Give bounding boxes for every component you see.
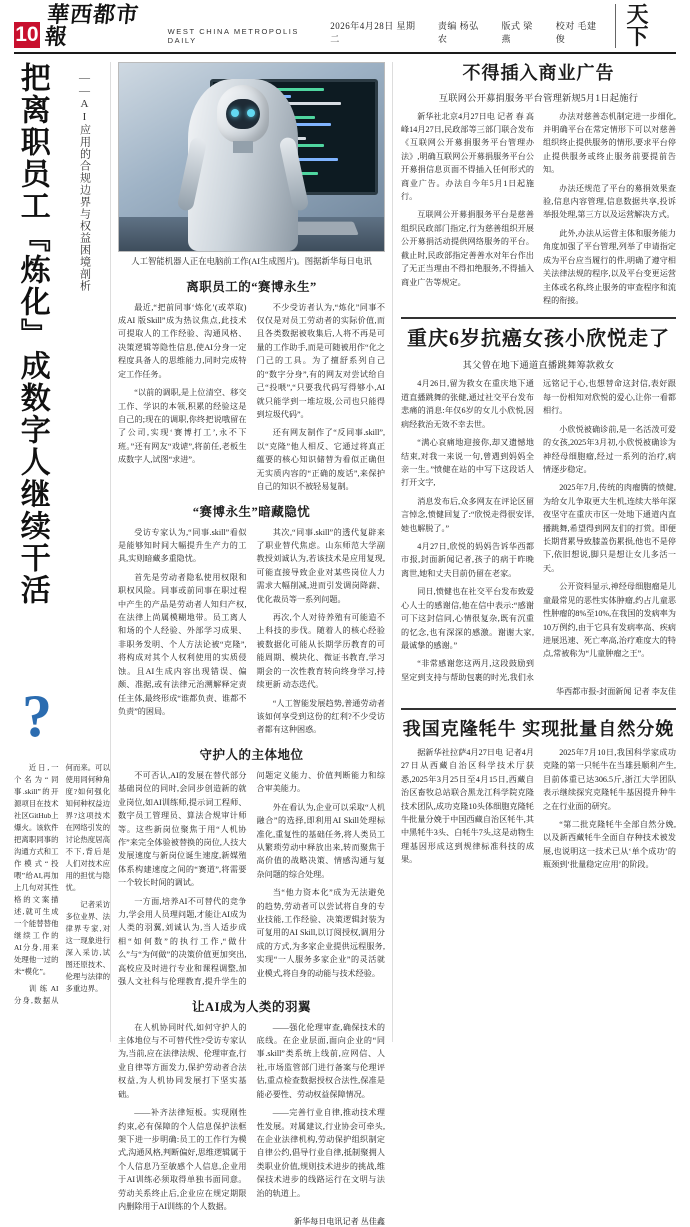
paragraph: ——补齐法律短板。实现刚性约束,必有保障的个人信息保护法框架下进一步明确:员工的工作行为模式,沟通风格,判断偏好,思维逻辑属于个人信息乃至敏感个人信息,企业用于AI训练必须取得单独书面同意。劳动关系终止后,企业应在规定期限内删除用于AI训练的个人数据。 xyxy=(118,1108,247,1212)
lead-body-part-1 xyxy=(118,301,385,494)
robot-eye-left xyxy=(231,109,239,117)
photo-caption: 人工智能机器人正在电脑前工作(AI生成图片)。图据新华每日电讯 xyxy=(131,257,372,266)
lead-headline: 把离职员工『炼化』成数字人继续干活 xyxy=(15,62,49,606)
paper-name-english: WEST CHINA METROPOLIS DAILY xyxy=(167,27,300,45)
story-body-1 xyxy=(401,377,676,684)
paragraph: ——强化伦理审查,确保技术的底线。在企业层面,面向企业的“同事.skill”类系统上线前,应网信、人社,市场监管部门进行备案与伦理评估,重点检查数据授权合法性,保准是能必要性、劳动权益保障情况。 xyxy=(256,1022,385,1099)
story-body-2 xyxy=(401,746,676,874)
robot-eye-right xyxy=(247,109,255,117)
paragraph: “以前的调职,是上位清空、移交工作、学识的本领,积累的经验这是自己的;现在的调职,你终把说哦留在了公司,实现‘赛博打工’,永不下班。”还有网友“戏谑”,将前任,老板生成数字人,试图“求进”。 xyxy=(118,388,247,465)
lead-shoulder-line: ——AI应用的合规边界与权益困境剖析 xyxy=(78,72,91,292)
paragraph: 记者采访多位业界、法律界专家,对这一现象进行深入采访,试图还原技术、伦理与法律的多重边界。 xyxy=(65,899,110,993)
paragraph: 其次,“同事.skill”的透代复辟来了职业替代焦虑。山东师范大学副教授刘诚认为,若该技术是应用复现,可能直接导致企业对某些岗位人力需求大幅削减,进而引发调岗降薪、优化裁员等一系列问题。 xyxy=(256,527,385,604)
lead-byline: 新华每日电讯记者 丛佳鑫 xyxy=(293,1216,385,1226)
paragraph: 一方面,培养AI不可替代的竞争力,学会用人员理问题,才能让AI成为人类的羽翼,刘诚认为,当人适步成相“如何数”的执行工作,“做什么”与“为何做”的决策价值更加突出,高校应及时进行专业和课程调整,加强人文社科与伦理教育,提升学生的问题定义能力、价值判断能力和综合审美能力。 xyxy=(118,770,385,987)
lead-headline-column xyxy=(14,62,110,1042)
paragraph: 同日,愤健也在社交平台发布致爱心人士的感谢信,他在信中表示:“感谢可下这封信同,心情很复杂,既有沉重的忆念,也有深深的感激。谢谢大家,最诚挚的感谢。” xyxy=(401,587,534,650)
paragraph: 训练AI分身,数据从何而来。可以使用同何种角度?如何强化知何种权益边界?这项技术在网络引发的讨论热度居高不下,背后是人们对技术应用的担忧与隐忧。 xyxy=(14,763,110,1005)
paragraph: 不少受访者认为,“炼化”同事不仅仅是对员工劳动者的实际价值,而且各类数据被收集后,人将不再是可量的工作助手,而是可随被用作“化之门己的工具。为了擅舒系列自己的“数字分身”,有的网友对尝试给自己“投喂”,“只要我代码写得够小,AI就只能学到一堆垃圾,公司也只能得到垃圾代码”。 xyxy=(256,302,385,419)
masthead xyxy=(14,2,676,54)
masthead-meta xyxy=(330,19,605,48)
editor-credit: 责编 杨弘农 xyxy=(437,21,479,44)
divider-1 xyxy=(401,317,676,319)
lead-body-part-2 xyxy=(118,526,385,737)
paragraph: ——完善行业自律,推动技术理性发展。对属建议,行业协会可牵头,在企业法律机构,劳动保护组织制定自律公约,倡导行业自律,抵制聚拥人类职业价值,规则技术进步的挑战,维保技术进步的线路运行在文明与法治的轨道上。 xyxy=(256,1108,385,1198)
lead-subheading-3: 守护人的主体地位 xyxy=(199,747,304,762)
robot-head xyxy=(217,85,269,143)
divider-2 xyxy=(401,708,676,710)
paragraph: 4月26日,留为救女在重庆地下通道直播跳舞的张健,通过社交平台发布悲痛的消息:年仅6岁的女儿小欣悦,因病经救治无效不幸去世。 xyxy=(401,379,534,429)
lead-subheading-1: 离职员工的“赛博永生” xyxy=(186,279,317,294)
paragraph: 首先是劳动者隐私使用权限和职权风险。同事或前同事在职过程中产生的产品是劳动者人知归产权,在法律上尚属模糊地带。员工离人和场的个人经验、外部学习成果、非职务发明、个人方法论被“克隆”,将构成对其个人权利使用的实质侵蚀。且AI生成内容出现错误、偏颇、准据,或有法律元治溯解释定责任主体,最终形成“谁都负责、谁都不负责”的困局。 xyxy=(118,572,247,716)
paragraph: 最近,“把前同事‘炼化’(或萃取)成AI 版Skill”成为热议焦点,此技术可提取人的工作经验、沟通风格、决策逻辑等隐性信息,使AI分身一定程度具备人的思维能力,同时完成特定工作任务。 xyxy=(118,302,247,379)
lead-body-part-3 xyxy=(118,769,385,989)
paragraph: 此外,办法从运营主体和服务能力角度加强了平台管理,列举了申请指定成为平台应当履行的件,明确了遵守相关法律法规的程序,以及平台变更运营主体或名称,终止服务的审查程序和流程的衔接。 xyxy=(543,228,676,305)
robot-face xyxy=(226,99,260,129)
paragraph: 据新华社拉萨4月27日电 记者4月27日从西藏自治区科学技术厅获悉,2025年3月25日至4月15日,西藏自治区畜牧总站联合黑龙江科学院克隆技术团队,成功克隆10头体细胞克隆牦牛批量分娩于中国西藏自治区牦牛,其中黑牦牛3头、白牦牛7头,这是动物生理基因形成这到规律标准科技的成果。 xyxy=(401,747,534,865)
lead-photo xyxy=(118,62,385,252)
paragraph: 再次,个人对待养殖有可能造不上科技的步伐。随着人的核心经验被数据化可能从长期学历教育的可能周期、模块化、微证书教育,学习期会的一次性教育转向终身学习,持续更新 动态迭代。 xyxy=(256,613,385,690)
question-mark-graphic: ? xyxy=(22,683,52,749)
story-ads xyxy=(401,62,676,307)
lead-photo-wrap xyxy=(118,62,385,269)
paragraph: 消息发布后,众多网友在评论区留言悼念,愤健回复了:“欣悦走得很安详,她也解脱了。” xyxy=(401,496,534,533)
paragraph: 在人机协同时代,如何守护人的主体地位与不可替代性?受访专家认为,当前,应在法律法规、伦理审查,行业自律等方面发力,保护劳动者合法权益,为人机协同发展打下坚实基础。 xyxy=(118,1022,247,1099)
paragraph: 当“他力资本化”成为无法避免的趋势,劳动者可以尝试将自身的专业技能,工作经验、决策逻辑封装为可复用的AI Skill,以订阅授权,调用分成的方式,为多家企业提供远程服务,实现“一人服务多家企业”的灵活就业模式,将自身的动能与技术经验。 xyxy=(256,888,385,978)
story-credit: 华西都市报-封面新闻 记者 李友佳 xyxy=(555,687,676,697)
story-headline: 我国克隆牦牛 实现批量自然分娩 xyxy=(402,719,675,740)
lead-intro-text xyxy=(14,762,110,1007)
page-number: 10 xyxy=(15,23,39,46)
paragraph: 公开资料显示,神经母细胞瘤是儿童最常见的恶性实体肿瘤,约占儿童恶性肿瘤的8%至10%,在我国的发病率为10万例约,由于它具有发病率高、疾病进展迅速、死亡率高,治疗难度大的特点,常被称为“儿童肿瘤之王”。 xyxy=(543,582,676,659)
secondary-stories-column xyxy=(392,62,676,1042)
paragraph: “人工智能发展趋势,普通劳动者该如何享受到这份的红利?不少受访者都有这种困惑。 xyxy=(256,698,385,735)
proofreader-credit: 校对 毛建俊 xyxy=(555,21,597,44)
paragraph: 2025年7月10日,我国科学家成功克隆的第一只牦牛在当雄县顺利产生,目前体重已达306.5斤,浙江大学团队表示继续探究克隆牦牛基因提升种牛之在行业面的研究。 xyxy=(543,747,676,811)
story-subheadline: 互联网公开募捐服务平台管理新规5月1日起施行 xyxy=(438,92,639,103)
lead-subheading-2: “赛博永生”暗藏隐忧 xyxy=(192,504,311,519)
paragraph: 小欣悦被确诊前,是一名活泼可爱的女孩,2025年3月初,小欣悦被确诊为神经母细胞瘤,经过一系列的治疗,病情逐步稳定。 xyxy=(543,424,676,474)
paragraph: “满心哀痛地迎接你,却又遗憾地结束,对我一来说一句,曾遇到妈妈全亲一生。”愤健在站的中写下这段话人打开文字, xyxy=(401,438,534,488)
paragraph: 受访专家认为,“同事.skill”看似是能够知时间大幅提升生产力的工具,实则暗藏多重隐忧。 xyxy=(118,527,247,564)
paragraph: 新华社北京4月27日电 记者 春 高峰14月27日,民政部等三部门联合发布《互联网公开募捐服务平台管理办法》,明确互联网公开募捐服务平台公开募捐信息页面不得插入任何形式的商业广告。办法自今年5月1日起施行。 xyxy=(401,111,534,202)
paragraph: 办法还规范了平台的募捐效果查验,信息内容管理,信息数据共享,投诉举报处理,第三方以及运营解决方式。 xyxy=(543,183,676,220)
lead-article-column xyxy=(110,62,392,1226)
story-headline: 不得插入商业广告 xyxy=(462,63,615,83)
robot-neck xyxy=(233,141,253,153)
publication-date: 2026年4月28日 星期二 xyxy=(330,21,416,44)
paragraph: “非常感谢您这两月,这段鼓励到坚定到支持与帮助包裹的时光,我们永远铭记于心,也想替命这封信,表好跟每一份相知对欣悦的爱心,让你一看都相行。 xyxy=(401,379,676,682)
layout-credit: 版式 梁燕 xyxy=(501,21,533,44)
robot-illustration xyxy=(188,79,298,251)
paragraph: “第二批克隆牦牛全部自然分娩,以及新西藏牦牛全面自存种技术被发展,也说明这一技术已从‘单个成功’的瓶颈到‘批量稳定应用’的阶段。 xyxy=(543,820,676,870)
paragraph: 互联网公开募捐服务平台是慈善组织民政部门指定,行为慈善组织开展公开募捐活动提供网络服务的平台。截止时,民政部指定善善水对年台作出了无正当理由不得扣绝服务,不得插入商业广告等规定。 xyxy=(401,210,534,287)
robot-arm-left xyxy=(176,136,207,212)
paragraph: 近日,一个名为“同事.skill”的开源项目在技术社区GitHub上爆火。该软件把离职同事的沟通方式和工作模式“投喂”给AI,再加上几句对其性格的文案描述,就可生成一个能替替他继续工作的AI分身,用来处理他一过的未“模化”。 xyxy=(14,763,59,976)
section-title: 天下 xyxy=(615,4,676,48)
paragraph: 还有网友制作了“反同事.skill”,以“克隆”他人相反、它通过将真正蕴要的核心知识储替为看似正确但无实质内容的“正确的废话”,来保护自己的知识不被轻易复制。 xyxy=(256,428,385,492)
lead-subheading-4: 让AI成为人类的羽翼 xyxy=(192,999,311,1014)
paper-name-chinese: 華西都市報 xyxy=(43,2,141,49)
paragraph: 2025年7月,传统的肉瘤腾的愤健,为给女儿争取更大生机,连续大举年深夜坚守在重庆市区一处地下通道内直播跳舞,希望得到网友们的打赏。即便长期背累导致膝盖伤累损,他也不是停下,依旧想说,脚只是想让女儿多活一天。 xyxy=(543,483,676,573)
story-xinyue xyxy=(401,327,676,698)
paragraph: 办法对慈善态机制定进一步细化,并明确平台在常定情形下可以对慈善组织终止提供服务的情形,要求平台停止提供服务或终止服务前要提前告知。 xyxy=(543,111,676,175)
paragraph: 外在看认为,企业可以采取“人机融合”的选择,即利用AI Skill处理标准化,重复性的基础任务,将人类员工从繁琐劳动中释放出来,转而聚焦于高价值的战略决策、情感沟通与复杂问题的综合处理。 xyxy=(256,802,385,879)
paragraph: 不可否认,AI的发展在替代部分基础岗位的同时,会同步创造新的就业岗位,如AI训练师,提示词工程师、数字员工管理员、算法合规审计师等。这些新岗位聚焦于用“人机协作”来完全体验被替换的岗位,人技大发展速度与新岗位诞生速度,新媒殖体系构建速度之间的“赛道”,将需要一个较长时间的调试。 xyxy=(118,770,247,888)
page-content xyxy=(14,62,676,1226)
paragraph: 4月27日,欣悦的妈妈告诉华西都市报,封面新闻记者,孩子的病于昨晚离世,她和丈夫目前仍留在老家。 xyxy=(401,542,534,578)
story-yak-clone xyxy=(401,718,676,874)
story-headline: 重庆6岁抗癌女孩小欣悦走了 xyxy=(407,328,670,351)
story-subheadline: 其父曾在地下通道直播跳舞筹款救女 xyxy=(462,360,615,371)
story-body-0 xyxy=(401,110,676,308)
